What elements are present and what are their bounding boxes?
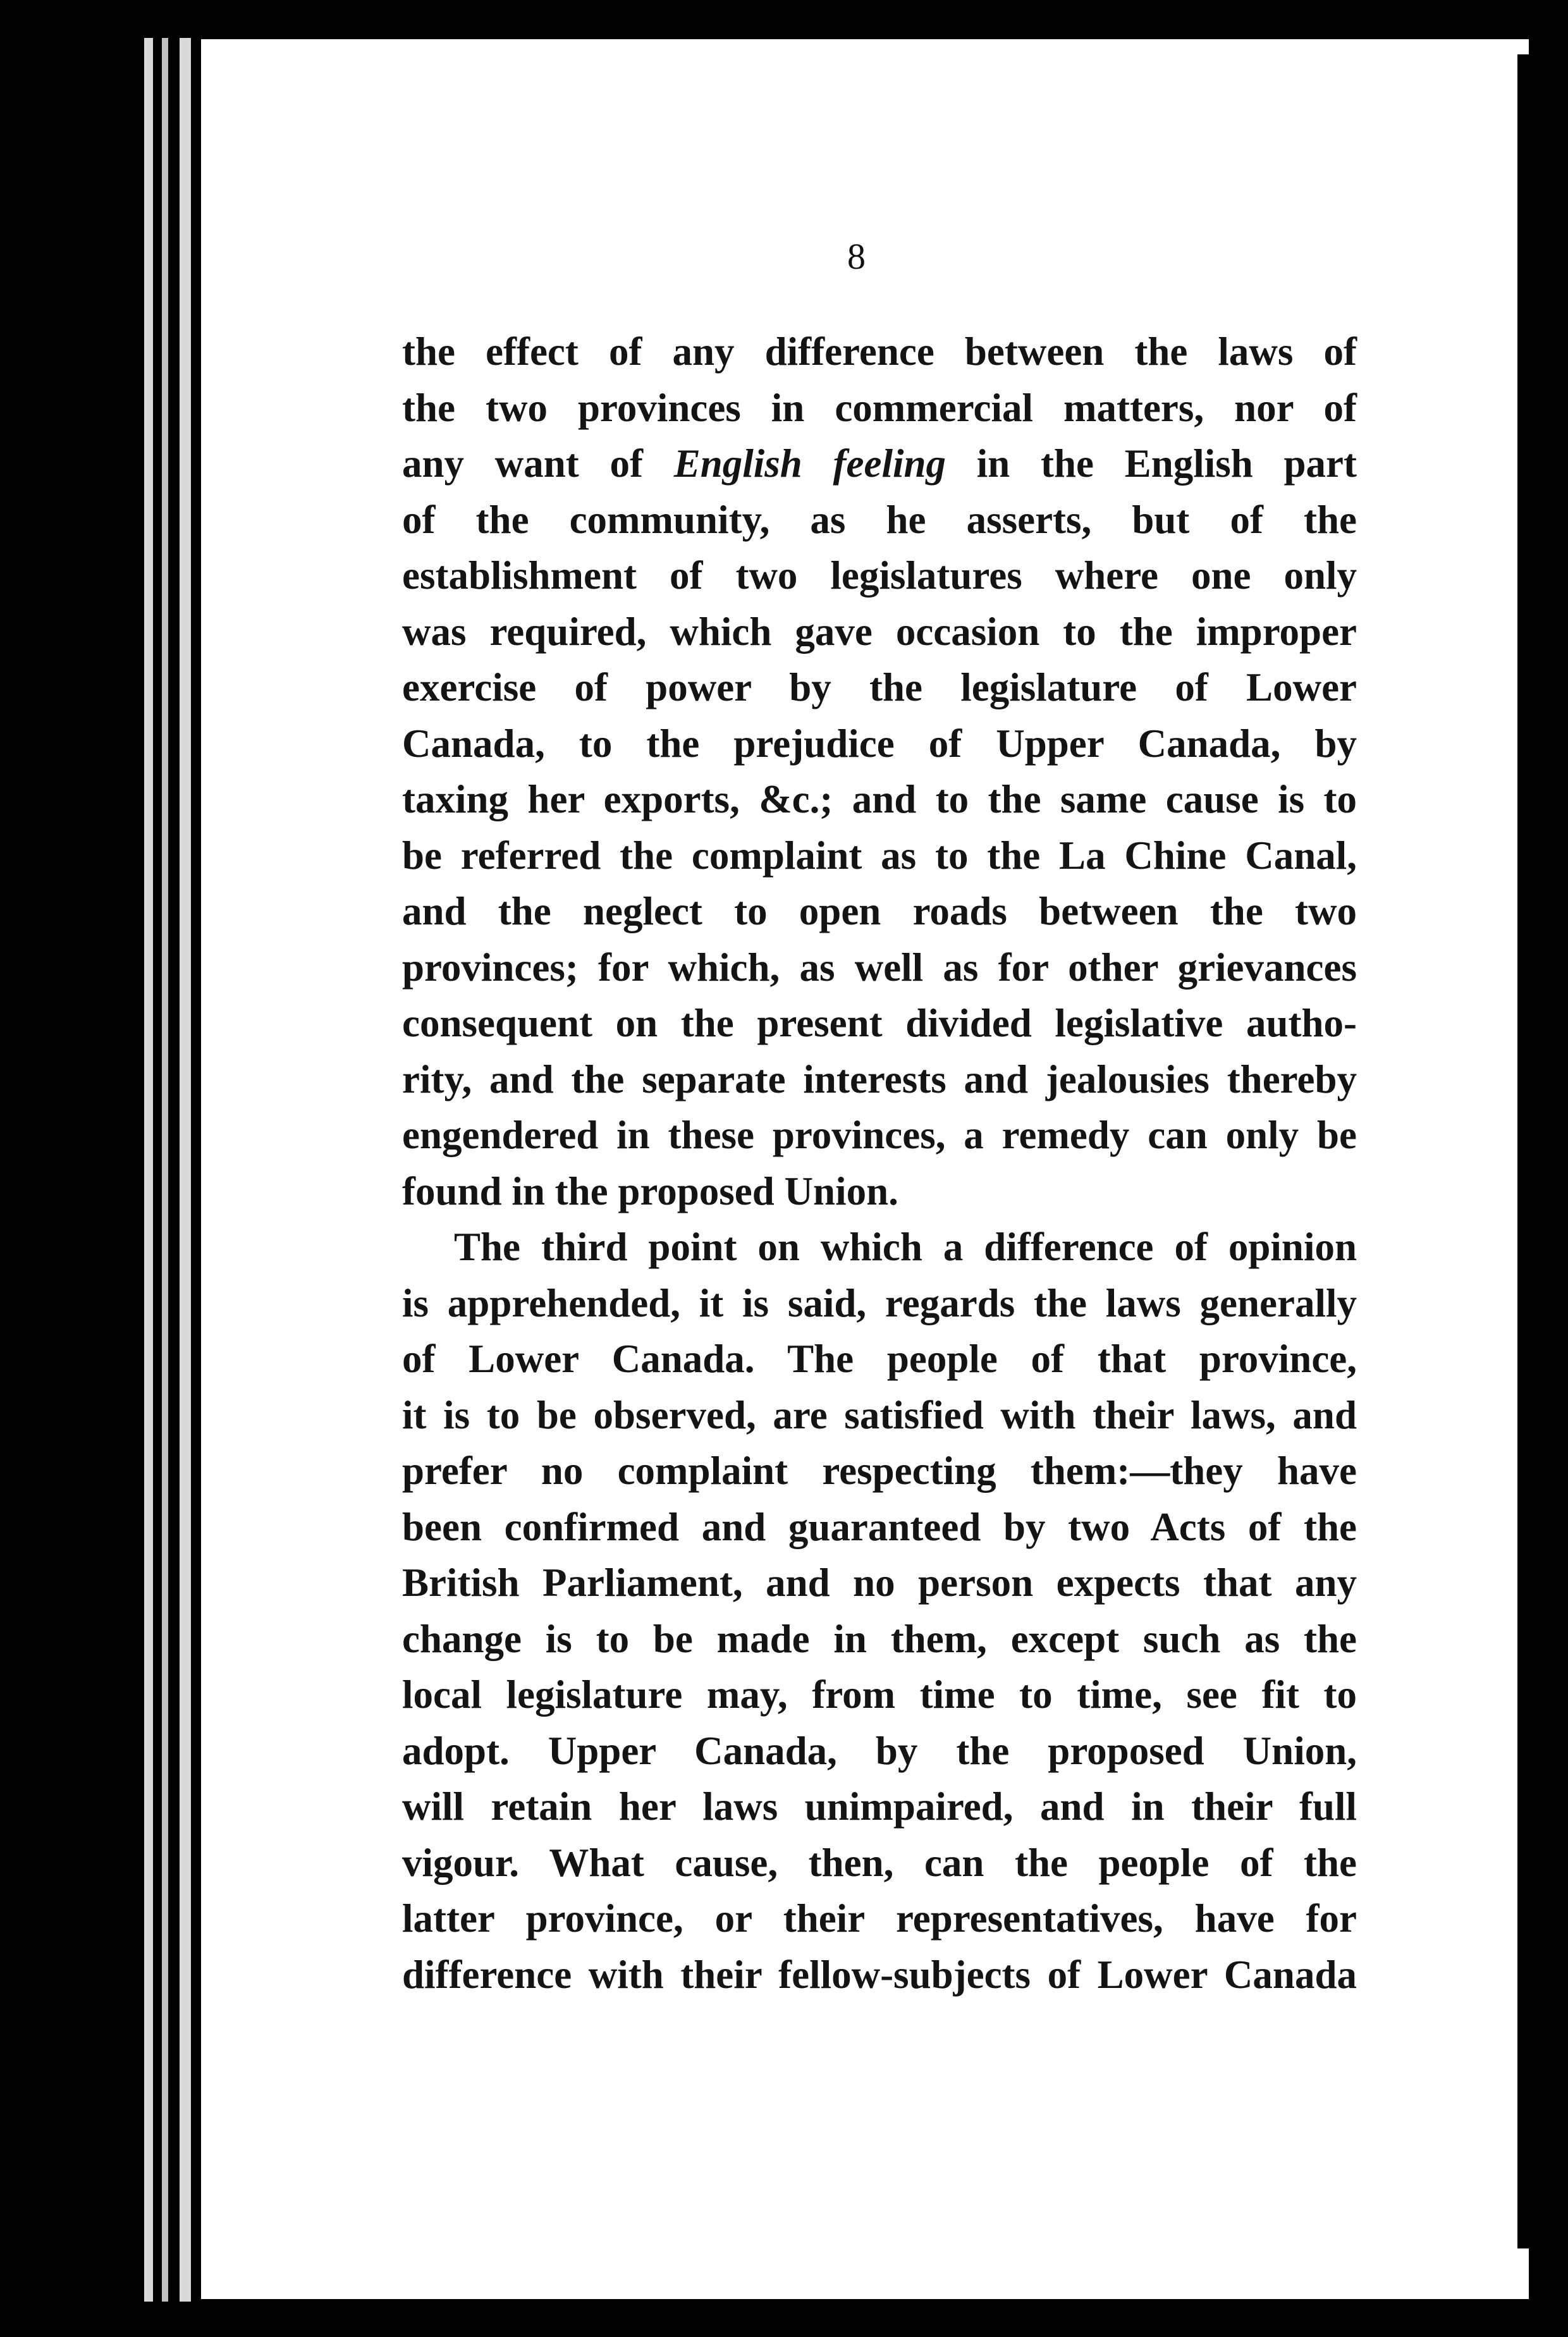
text-line: local legislature may, from time to time, see fit to — [402, 1672, 1357, 1717]
text-line: taxing her exports, &c.; and to the same cause is to — [402, 777, 1357, 821]
text-line: will retain her laws unimpaired, and in their full — [402, 1784, 1357, 1829]
scan-border-right — [1517, 54, 1531, 2248]
text-line: of the community, as he asserts, but of the — [402, 497, 1357, 542]
text-line: is apprehended, it is said, regards the laws generally — [402, 1280, 1357, 1325]
text-line: provinces; for which, as well as for other grievances — [402, 945, 1357, 990]
text-line: change is to be made in them, except such as the — [402, 1616, 1357, 1661]
page-edge-strip — [162, 38, 168, 2302]
text-line: vigour. What cause, then, can the people of the — [402, 1840, 1357, 1885]
text-line: Canada, to the prejudice of Upper Canada, by — [402, 721, 1357, 766]
text-line: consequent on the present divided legislative autho- — [402, 1001, 1357, 1045]
body-text — [402, 324, 1357, 2003]
text-segment: in the English part — [946, 441, 1357, 486]
text-line: of Lower Canada. The people of that province, — [402, 1337, 1357, 1381]
text-line — [402, 436, 1357, 492]
page-edge-strip — [144, 38, 153, 2302]
text-line: establishment of two legislatures where one only — [402, 553, 1357, 598]
text-line: prefer no complaint respecting them:—they have — [402, 1449, 1357, 1493]
text-line: engendered in these provinces, a remedy can only be — [402, 1113, 1357, 1157]
page-number: 8 — [847, 236, 866, 277]
text-line: and the neglect to open roads between the two — [402, 889, 1357, 933]
text-line: British Parliament, and no person expects that any — [402, 1561, 1357, 1605]
paragraph-start-line: The third point on which a difference of opinion — [454, 1225, 1357, 1269]
paragraph-end-line: found in the proposed Union. — [402, 1168, 898, 1213]
text-line: be referred the complaint as to the La Chine Canal, — [402, 833, 1357, 878]
italic-phrase: English feeling — [673, 441, 946, 486]
text-line: it is to be observed, are satisfied with their laws, and — [402, 1392, 1357, 1437]
text-line: exercise of power by the legislature of Lower — [402, 665, 1357, 709]
text-line: adopt. Upper Canada, by the proposed Union, — [402, 1728, 1357, 1773]
page-edge-strip — [180, 38, 191, 2302]
text-line: difference with their fellow-subjects of Lower Canada — [402, 1952, 1357, 1997]
scan-border-left — [0, 0, 201, 2337]
text-line: rity, and the separate interests and jealousies thereby — [402, 1057, 1357, 1101]
text-line: been confirmed and guaranteed by two Acts of the — [402, 1504, 1357, 1549]
text-line: was required, which gave occasion to the improper — [402, 609, 1357, 654]
text-line: the two provinces in commercial matters, nor of — [402, 385, 1357, 430]
text-segment: any want of — [402, 441, 674, 486]
text-line: latter province, or their representatives, have for — [402, 1896, 1357, 1941]
text-line: the effect of any difference between the laws of — [402, 329, 1357, 374]
